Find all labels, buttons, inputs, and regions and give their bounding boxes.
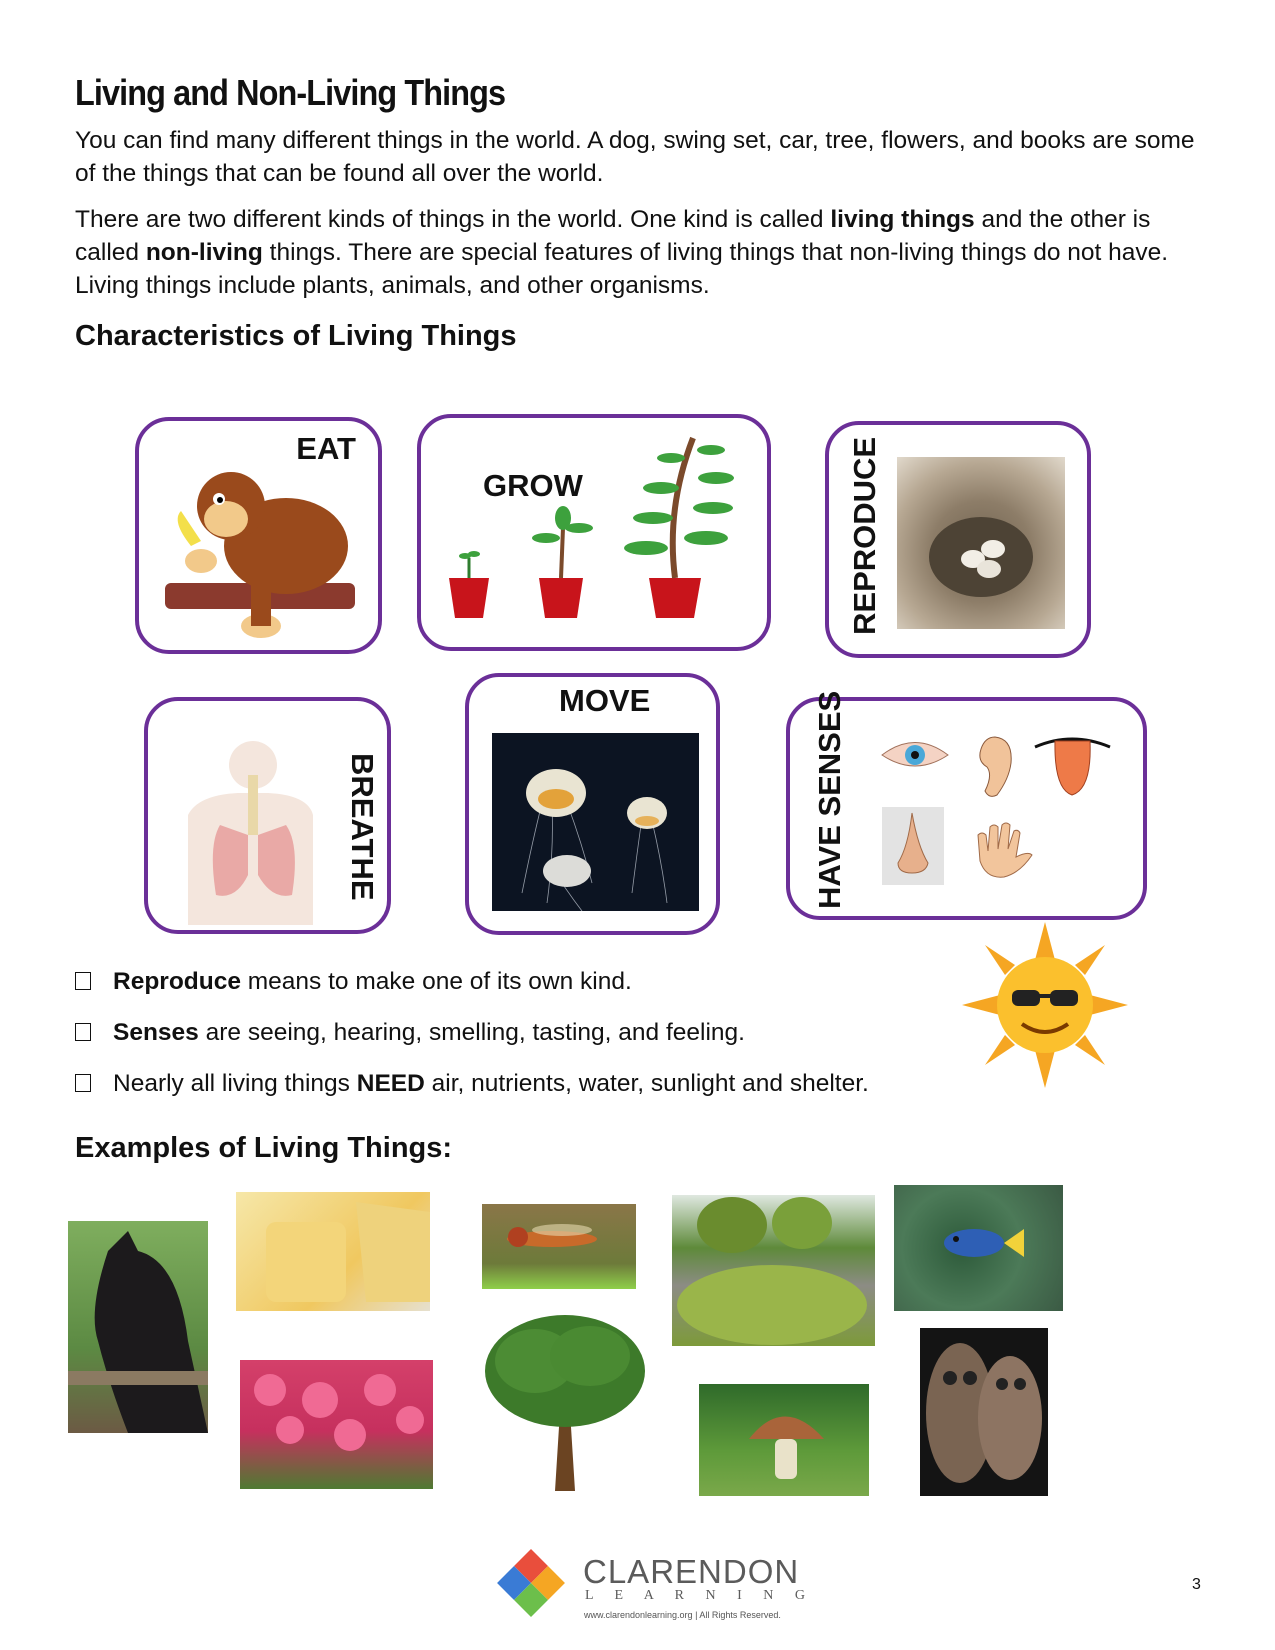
page-title: Living and Non-Living Things xyxy=(75,72,506,113)
flowers-image xyxy=(240,1360,433,1489)
jellyfish-image xyxy=(492,733,699,911)
para-text: and the other is called xyxy=(75,206,1151,266)
footer-url: www.clarendonlearning.org | All Rights Reserved. xyxy=(584,1610,781,1620)
second-paragraph xyxy=(75,203,1205,302)
clarendon-logo-icon xyxy=(493,1545,569,1621)
tongue-icon xyxy=(1030,729,1115,799)
fish-image xyxy=(894,1185,1063,1311)
bullet-text: means to make one of its own kind. xyxy=(240,968,632,995)
insect-image xyxy=(482,1204,636,1289)
bullet-text: Nearly all living things xyxy=(113,1070,357,1097)
checkbox-icon xyxy=(75,1023,91,1041)
card-eat xyxy=(135,417,382,654)
card-label-move: MOVE xyxy=(559,683,651,718)
ear-icon xyxy=(975,735,1015,799)
bullet-bold: Reproduce xyxy=(113,968,241,995)
para-text: There are two different kinds of things in the world. One kind is called xyxy=(75,206,831,233)
para-bold-living: living things xyxy=(830,206,975,233)
moss-image xyxy=(672,1195,875,1346)
sun-icon xyxy=(960,920,1130,1090)
bullet-text: air, nutrients, water, sunlight and shelter. xyxy=(424,1070,869,1097)
card-breathe xyxy=(144,697,391,934)
para-text: things. There are special features of living things that non-living things do not have. Living things include plants, animals, and other organisms. xyxy=(75,239,1169,299)
monkey-icon xyxy=(161,451,361,641)
page-number: 3 xyxy=(1192,1576,1201,1593)
growing-plants-icon xyxy=(431,428,761,628)
tree-icon xyxy=(480,1311,650,1491)
card-grow xyxy=(417,414,771,651)
checkbox-icon xyxy=(75,1074,91,1092)
card-move xyxy=(465,673,720,935)
para-bold-nonliving: non-living xyxy=(145,239,263,266)
owls-image xyxy=(920,1328,1048,1496)
hand-icon xyxy=(970,821,1040,881)
examples-heading: Examples of Living Things: xyxy=(75,1132,453,1164)
intro-paragraph: You can find many different things in the world. A dog, swing set, car, tree, flowers, and books are some of the things that can be found all over the world. xyxy=(75,127,1195,187)
bird-nest-image xyxy=(897,457,1065,629)
footer-brand-name: CLARENDON xyxy=(583,1553,800,1590)
card-label-grow: GROW xyxy=(483,468,583,503)
card-senses xyxy=(786,690,1147,920)
bullet-item-reproduce xyxy=(75,968,632,996)
card-label-breathe: BREATHE xyxy=(345,753,380,901)
bullet-bold: Senses xyxy=(113,1019,199,1046)
footer-brand-sub: L E A R N I N G xyxy=(585,1588,814,1603)
bullet-item-needs xyxy=(75,1070,869,1098)
card-label-senses: HAVE SENSES xyxy=(812,690,847,909)
horse-image xyxy=(68,1221,208,1433)
card-label-eat: EAT xyxy=(296,431,356,466)
card-label-reproduce: REPRODUCE xyxy=(847,436,882,635)
characteristics-heading: Characteristics of Living Things xyxy=(75,320,517,352)
card-reproduce xyxy=(825,421,1091,658)
bullet-text: are seeing, hearing, smelling, tasting, and feeling. xyxy=(198,1019,745,1046)
fungus-image xyxy=(236,1192,430,1311)
eye-icon xyxy=(880,735,950,775)
checkbox-icon xyxy=(75,972,91,990)
mushroom-image xyxy=(699,1384,869,1496)
nose-icon xyxy=(882,807,944,885)
bullet-item-senses xyxy=(75,1019,745,1047)
lungs-icon xyxy=(178,735,318,925)
bullet-bold: NEED xyxy=(356,1070,425,1097)
